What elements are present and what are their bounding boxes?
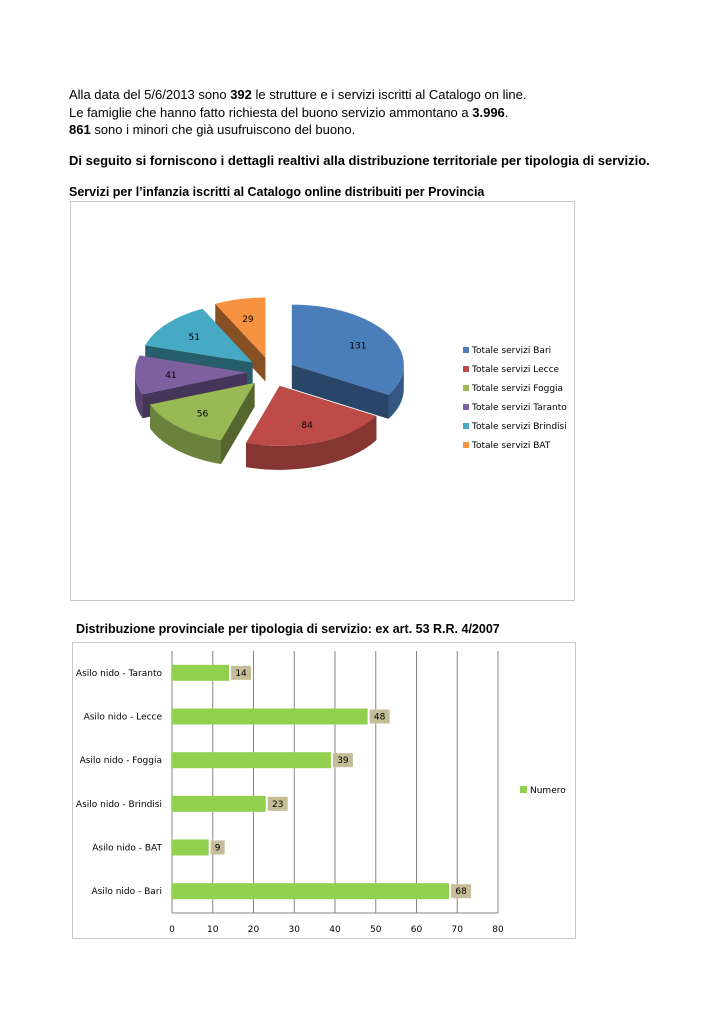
intro-text xyxy=(69,86,526,139)
bar-tick-label-6: 60 xyxy=(410,925,423,935)
pie-legend-label-3: Totale servizi Taranto xyxy=(472,403,567,413)
pie-legend-swatch-5 xyxy=(463,442,469,448)
bar-category-label-3: Asilo nido - Brindisi xyxy=(75,799,162,810)
pie-legend-label-1: Totale servizi Lecce xyxy=(472,365,560,375)
bar-tick-label-8: 80 xyxy=(492,925,504,935)
bar-category-label-0: Asilo nido - Taranto xyxy=(75,668,162,679)
bar-4 xyxy=(172,840,209,856)
intro-line-2: Le famiglie che hanno fatto richiesta del buono servizio ammontano a 3.996. xyxy=(69,104,509,120)
pie-legend-label-2: Totale servizi Foggia xyxy=(472,384,564,394)
bar-legend xyxy=(520,786,566,796)
bar-tick-label-4: 40 xyxy=(329,925,341,935)
bar-gridlines xyxy=(172,651,498,913)
bar-tick-label-2: 20 xyxy=(247,925,260,935)
pie-label-4: 51 xyxy=(188,333,200,344)
pie-label-2: 56 xyxy=(196,409,209,420)
structures-count: 392 xyxy=(230,87,252,102)
details-heading: Di seguito si forniscono i dettagli realtivi alla distribuzione territoriale per tipologia di servizio. xyxy=(69,153,650,168)
bar-tick-label-1: 10 xyxy=(207,925,219,935)
bar-value-label-1: 48 xyxy=(373,712,386,723)
bar-category-label-4: Asilo nido - BAT xyxy=(92,843,162,854)
bar-tick-label-0: 0 xyxy=(169,925,175,935)
pie-label-0: 131 xyxy=(349,341,367,352)
intro-line-3: 861 sono i minori che già usufruiscono del buono. xyxy=(69,122,356,137)
bar-chart xyxy=(73,643,575,938)
pie-chart-heading: Servizi per l’infanzia iscritti al Catalogo online distribuiti per Provincia xyxy=(69,185,485,199)
pie-legend-swatch-0 xyxy=(463,347,469,353)
pie-legend-label-4: Totale servizi Brindisi xyxy=(472,422,567,432)
bar-legend-label: Numero xyxy=(530,786,566,796)
pie-legend-label-5: Totale servizi BAT xyxy=(472,441,551,451)
minors-count: 861 xyxy=(69,122,91,137)
pie-legend-swatch-1 xyxy=(463,366,469,372)
bar-2 xyxy=(172,752,331,768)
bar-1 xyxy=(172,709,368,725)
pie-label-5: 29 xyxy=(242,314,254,325)
bar-tick-label-5: 50 xyxy=(370,925,382,935)
bar-category-label-1: Asilo nido - Lecce xyxy=(83,712,162,723)
bar-3 xyxy=(172,796,266,812)
pie-legend xyxy=(463,346,567,451)
pie-chart-frame xyxy=(70,201,575,601)
bar-tick-label-7: 70 xyxy=(451,925,463,935)
pie-legend-swatch-3 xyxy=(463,404,469,410)
bar-chart-heading: Distribuzione provinciale per tipologia di servizio: ex art. 53 R.R. 4/2007 xyxy=(76,622,500,636)
bar-chart-frame xyxy=(72,642,576,939)
bar-0 xyxy=(172,665,229,681)
bar-value-label-0: 14 xyxy=(235,668,247,679)
bar-category-label-5: Asilo nido - Bari xyxy=(91,887,162,898)
bar-legend-swatch xyxy=(520,786,527,793)
bar-category-label-2: Asilo nido - Foggia xyxy=(79,756,162,767)
bar-tick-label-3: 30 xyxy=(288,925,300,935)
pie-chart xyxy=(71,202,574,600)
pie-legend-swatch-2 xyxy=(463,385,469,391)
bar-value-label-5: 68 xyxy=(455,887,467,898)
bar-value-label-2: 39 xyxy=(337,756,349,767)
bar-5 xyxy=(172,883,449,899)
intro-line-1: Alla data del 5/6/2013 sono 392 le strutture e i servizi iscritti al Catalogo on line. xyxy=(69,87,527,102)
pie-legend-swatch-4 xyxy=(463,423,469,429)
bar-value-label-3: 23 xyxy=(271,799,284,810)
pie-legend-label-0: Totale servizi Bari xyxy=(472,346,552,356)
pie-label-3: 41 xyxy=(165,371,177,382)
pie-label-1: 84 xyxy=(301,420,313,431)
bar-value-label-4: 9 xyxy=(214,843,221,854)
families-count: 3.996 xyxy=(472,104,505,120)
